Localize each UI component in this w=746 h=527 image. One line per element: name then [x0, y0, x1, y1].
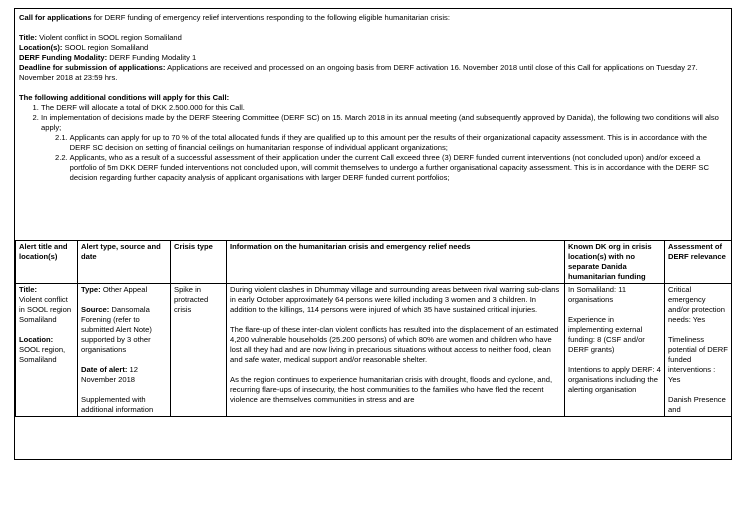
meta-deadline-value: Applications are received and processed on an ongoing basis from DERF activation 16. November 2018 until close of this Call for applications on Tuesday 27. November 2018 at 23:59 hrs. [19, 63, 698, 82]
header-crisis-type: Crisis type [171, 241, 227, 284]
cell-alert-type: Type: Other Appeal Source: Dansomala Forening (refer to submitted Alert Note) supported by 3 other organisations Date of alert: 12 November 2018 Supplemented with additional information [78, 284, 171, 417]
header-assessment: Assessment of DERF relevance [665, 241, 732, 284]
sub-condition-item: 2.2. Applicants, who as a result of a successful assessment of their application under the current Call exceed three (3) DERF funded current interventions (not concluded upon) and/or exceed a portfolio of 5m DKK DERF funded interventions not concluded upon, will commit themselves to undergo a further organisational capacity assessment. This is in accordance with the DERF SC decision regarding further capacity analysis of applicant organisations with larger DERF funded current portfolios; [55, 153, 709, 182]
table-header-row [16, 241, 732, 284]
intro-lead: Call for applications [19, 13, 92, 22]
meta-modality-value: DERF Funding Modality 1 [107, 53, 197, 62]
meta-location-label: Location(s): [19, 43, 63, 52]
conditions-heading: The following additional conditions will apply for this Call: [19, 93, 230, 102]
cell-assessment: Critical emergency and/or protection needs: Yes Timeliness potential of DERF funded interventions : Yes Danish Presence and [665, 284, 732, 417]
call-frame [14, 8, 732, 460]
sub-conditions-list [41, 133, 727, 183]
conditions-list [19, 103, 727, 183]
condition-item-text: In implementation of decisions made by the DERF Steering Committee (DERF SC) on 15. March 2018 in its annual meeting (and subsequently approved by Danida), the following two conditions will also apply; [41, 113, 719, 132]
meta-title-label: Title: [19, 33, 38, 42]
cell-information: During violent clashes in Dhummay village and surrounding areas between rival warring sub-clans in early October approximately 64 persons were killed including 3 women and 3 children. In addition to the killings, 114 persons were injured of which 35 have sustained critical injuries. The flare-up of these inter-clan violent conflicts has resulted into the displacement of an estimated 4,200 vulnerable households (25.200 persons) of which 80% are women and children who have lost all they had and are now living in precarious situations without access to neither food, clean and safe water, medical support and/or reasonable shelter. As the region continues to experience humanitarian crisis with drought, floods and cyclone, and, recurring flare-ups of insecurity, the host communities to the families who have fled the recent violence are themselves communities in stress and are [227, 284, 565, 417]
header-alert-title: Alert title and location(s) [16, 241, 78, 284]
alert-table [15, 240, 732, 417]
meta-deadline [19, 63, 727, 83]
meta-modality-label: DERF Funding Modality: [19, 53, 108, 62]
meta-title-value: Violent conflict in SOOL region Somaliland [37, 33, 182, 42]
meta-title [19, 33, 727, 43]
sub-condition-item: 2.1. Applicants can apply for up to 70 % of the total allocated funds if they are qualified up to this amount per the results of their organizational capacity assessment. This is in accordance with the DERF SC decision on setting of financial ceilings on humanitarian response of individual applicant organizations; [55, 133, 707, 152]
meta-location-value: SOOL region Somaliland [62, 43, 149, 52]
condition-item: 1. The DERF will allocate a total of DKK 2.500.000 for this Call. [41, 103, 727, 113]
table-row [16, 284, 732, 417]
condition-item [41, 113, 727, 183]
meta-deadline-label: Deadline for submission of applications: [19, 63, 166, 72]
intro-paragraph [19, 13, 727, 23]
cell-crisis-type: Spike in protracted crisis [171, 284, 227, 417]
header-information: Information on the humanitarian crisis and emergency relief needs [227, 241, 565, 284]
intro-rest: for DERF funding of emergency relief interventions responding to the following eligible humanitarian crisis: [91, 13, 450, 22]
cell-known-dk-org: In Somaliland: 11 organisations Experience in implementing external funding: 8 (CSF and/or DERF grants) Intentions to apply DERF: 4 organisations including the alerting organisation [565, 284, 665, 417]
meta-location [19, 43, 727, 53]
meta-modality [19, 53, 727, 63]
header-known-dk-org: Known DK org in crisis location(s) with no separate Danida humanitarian funding [565, 241, 665, 284]
header-alert-type: Alert type, source and date [78, 241, 171, 284]
cell-alert-title: Title: Violent conflict in SOOL region Somaliland Location: SOOL region, Somaliland [16, 284, 78, 417]
